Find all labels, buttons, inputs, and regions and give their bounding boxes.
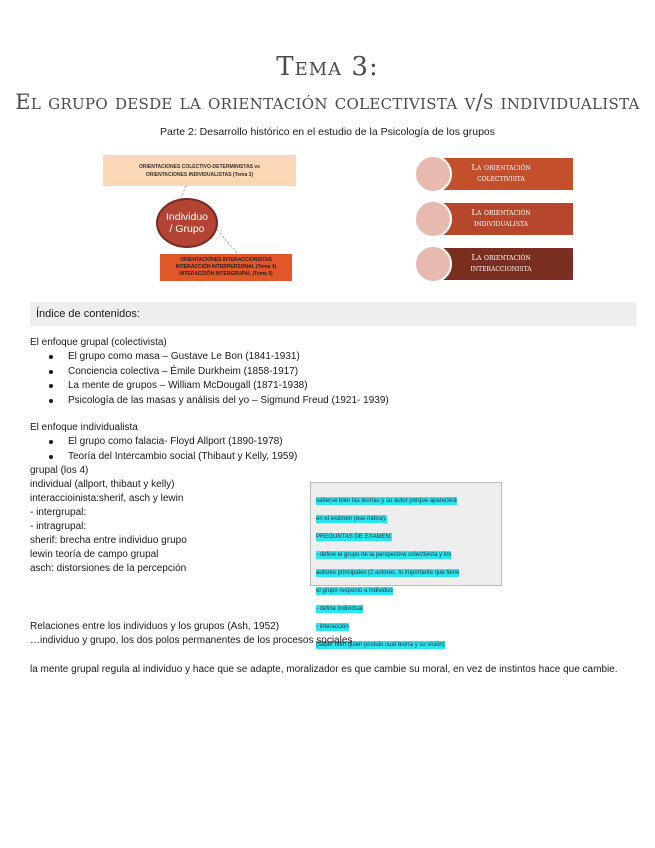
orientation-label: La orientación <box>471 163 531 173</box>
list-item: El grupo como masa – Gustave Le Bon (1841-1931) <box>30 350 389 365</box>
exam-note-line: (saber bien quien postulo cual teoría y su visión) <box>316 642 445 648</box>
section-heading: El enfoque individualista <box>30 422 138 433</box>
orientation-label: La orientación <box>471 208 531 218</box>
exam-note-line: autores principales (2 autores, lo importante que tiene <box>316 570 460 576</box>
exam-note-line: el grupo respecto a individuo <box>316 588 393 594</box>
orientation-label: colectivista <box>477 174 525 184</box>
diagram-center-node <box>156 198 218 248</box>
exam-note-line: en el exámen (ese índice). <box>316 516 387 522</box>
page-title: Tema 3: <box>276 52 379 82</box>
note-line: sherif: brecha entre individuo grupo <box>30 535 187 546</box>
diagram-bottom-box <box>160 254 292 281</box>
exam-note-line: saberse bien las teorías y su autor porque aparecerá <box>316 498 457 504</box>
list-item: El grupo como falacia- Floyd Allport (1890-1978) <box>30 435 297 450</box>
diagram-bottom-line: INTERACCIÓN INTERGRUPAL (Tema 5) <box>179 271 273 277</box>
diagram-bottom-line: INTERACCIÓN INTERPERSONAL (Tema 4) <box>175 264 277 270</box>
index-heading: Índice de contenidos: <box>30 302 636 326</box>
note-line: - intergrupal: <box>30 507 87 518</box>
part-heading: Parte 2: Desarrollo histórico en el estudio de la Psicología de los grupos <box>159 126 496 138</box>
relations-line: …individuo y grupo, los dos polos permanentes de los procesos sociales <box>30 635 353 646</box>
exam-note-line: - define individual <box>316 606 363 612</box>
note-line: grupal (los 4) <box>30 465 89 476</box>
page-subtitle: El grupo desde la orientación colectivista v/s individualista <box>15 90 640 114</box>
list-item: La mente de grupos – William McDougall (1871-1938) <box>30 379 389 394</box>
note-line: individual (allport, thibaut y kelly) <box>30 479 175 490</box>
relations-line: Relaciones entre los individuos y los grupos (Ash, 1952) <box>30 621 280 632</box>
diagram-top-line: ORIENTACIONES COLECTIVO-DETERMINISTAS vs <box>139 163 260 170</box>
note-line: - intragrupal: <box>30 521 87 532</box>
note-line: interaccioinista:sherif, asch y lewin <box>30 493 184 504</box>
orientation-label: individualista <box>474 219 528 229</box>
list-item: Conciencia colectiva – Émile Durkheim (1858-1917) <box>30 365 389 380</box>
list-item: Psicología de las masas y análisis del yo – Sigmund Freud (1921- 1939) <box>30 394 389 409</box>
orientation-circle <box>414 155 452 193</box>
center-label: Individuo <box>165 211 209 223</box>
orientation-circle <box>414 200 452 238</box>
exam-note-line: PREGUNTAS DE EXAMEN: <box>316 534 392 540</box>
orientation-circle <box>414 245 452 283</box>
section-heading: El enfoque grupal (colectivista) <box>30 337 167 348</box>
paragraph: la mente grupal regula al individuo y hace que se adapte, moralizador es que cambie su moral, en vez de instintos hace que cambie. <box>30 664 618 675</box>
exam-note-line: - define el grupo de la perspectiva colectivista y los <box>316 552 452 558</box>
orientation-label: La orientación <box>471 253 531 263</box>
section2-list <box>30 435 297 464</box>
section1-list <box>30 350 389 408</box>
center-label: / Grupo <box>169 223 205 235</box>
note-line: lewin teoría de campo grupal <box>30 549 159 560</box>
list-item: Teoría del Intercambio social (Thibaut y Kelly, 1959) <box>30 450 297 465</box>
notes-block <box>30 464 187 576</box>
exam-note-line: - interacción <box>316 624 349 630</box>
exam-notes-box <box>310 482 502 648</box>
orientation-label: interaccionista <box>470 264 532 274</box>
diagram-bottom-line: ORIENTACIONES INTERACCIONISTAS <box>180 257 272 263</box>
note-line: asch: distorsiones de la percepción <box>30 563 187 574</box>
diagram-top-line: ORIENTACIONES INDIVIDUALISTAS (Tema 3) <box>145 171 254 178</box>
